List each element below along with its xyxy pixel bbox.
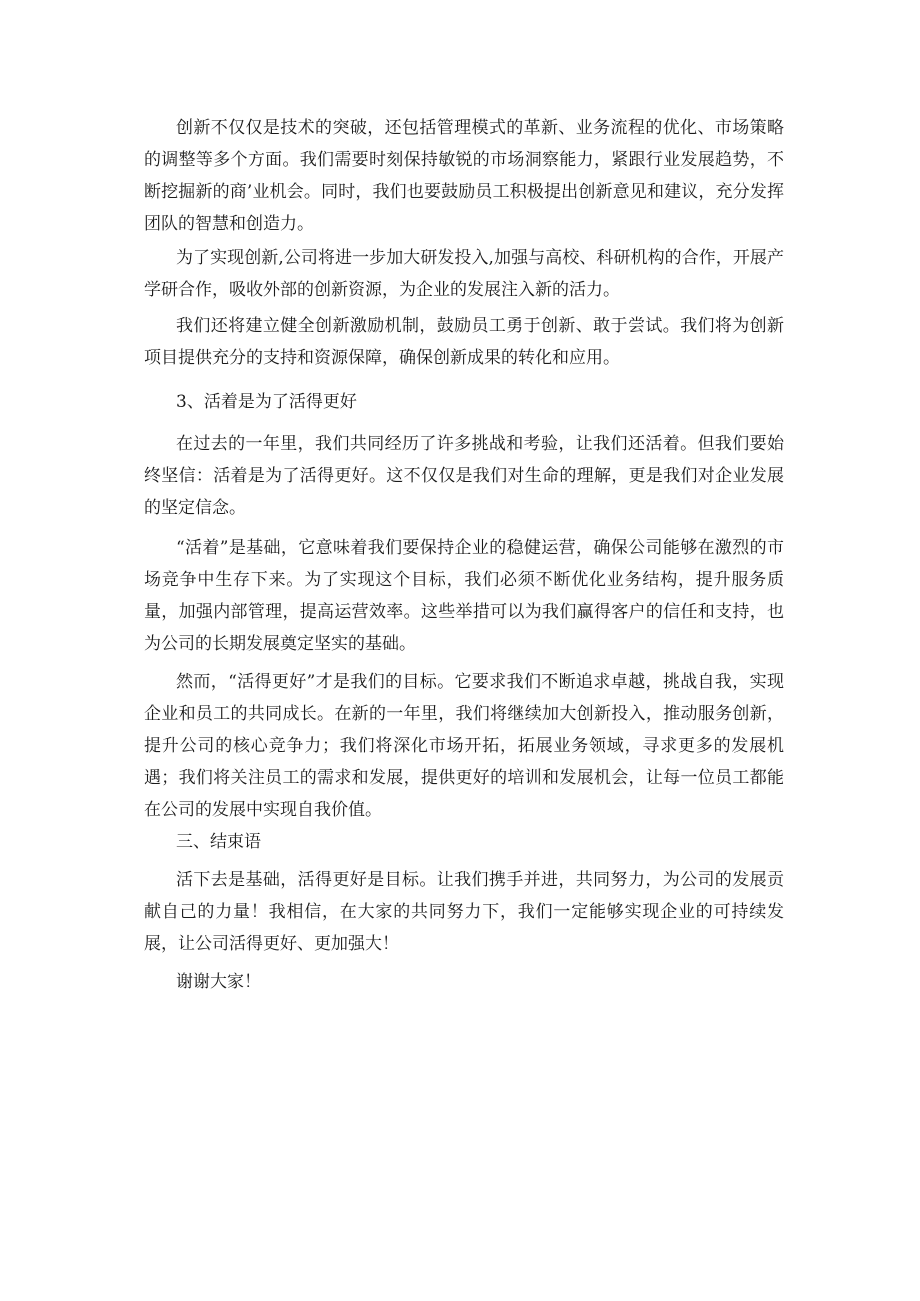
paragraph-incentive-mechanism: 我们还将建立健全创新激励机制，鼓励员工勇于创新、敢于尝试。我们将为创新项目提供充分的支持和资源保障，确保创新成果的转化和应用。	[144, 316, 784, 368]
paragraph-living-better-goal: 然而，“活得更好”才是我们的目标。它要求我们不断追求卓越，挑战自我，实现企业和员工的共同成长。在新的一年里，我们将继续加大创新投入，推动服务创新，提升公司的核心竞争力；我们将深化市场开拓，拓展业务领域，寻求更多的发展机遇；我们将关注员工的需求和发展，提供更好的培训和发展机会，让每一位员工都能在公司的发展中实现自我价值。	[144, 672, 784, 820]
section-heading-conclusion: 三、结束语	[176, 832, 261, 852]
paragraph-past-year: 在过去的一年里，我们共同经历了许多挑战和考验，让我们还活着。但我们要始终坚信：活着是为了活得更好。这不仅仅是我们对生命的理解，更是我们对企业发展的坚定信念。	[144, 434, 784, 518]
paragraph-living-foundation: “活着”是基础，它意味着我们要保持企业的稳健运营，确保公司能够在激烈的市场竞争中生存下来。为了实现这个目标，我们必须不断优化业务结构，提升服务质量，加强内部管理，提高运营效率。这些举措可以为我们赢得客户的信任和支持，也为公司的长期发展奠定坚实的基础。	[144, 538, 784, 654]
section-heading-live-better: 3、活着是为了活得更好	[176, 392, 357, 412]
paragraph-closing: 活下去是基础，活得更好是目标。让我们携手并进，共同努力，为公司的发展贡献自己的力量！我相信，在大家的共同努力下，我们一定能够实现企业的可持续发展，让公司活得更好、更加强大！	[144, 870, 784, 954]
closing-thanks: 谢谢大家！	[176, 972, 261, 992]
paragraph-innovation-scope: 创新不仅仅是技术的突破，还包括管理模式的革新、业务流程的优化、市场策略的调整等多个方面。我们需要时刻保持敏锐的市场洞察能力，紧跟行业发展趋势，不断挖掘新的商’业机会。同时，我们也要鼓励员工积极提出创新意见和建议，充分发挥团队的智慧和创造力。	[144, 118, 784, 234]
paragraph-rd-investment: 为了实现创新,公司将进一步加大研发投入,加强与高校、科研机构的合作，开展产学研合作，吸收外部的创新资源，为企业的发展注入新的活力。	[144, 248, 784, 300]
